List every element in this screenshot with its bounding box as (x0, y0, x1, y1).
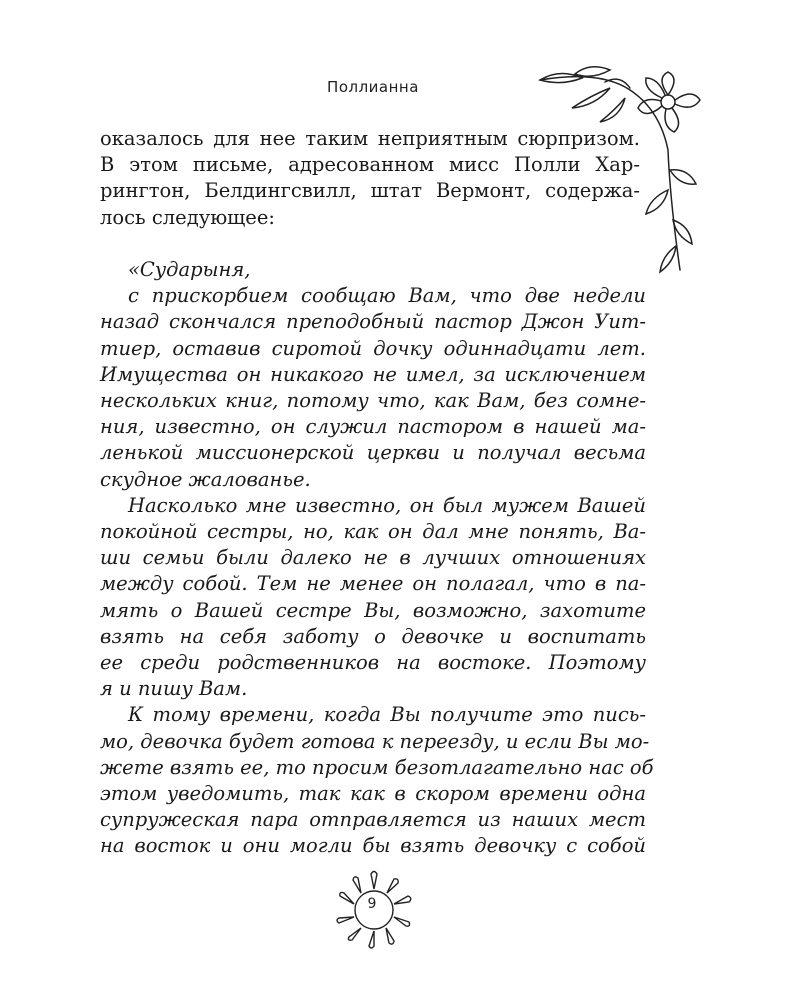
text-line: Имущества он никакого не имел, за исключением (100, 362, 646, 386)
text-line: ленькой миссионерской церкви и получал весьма (100, 441, 646, 465)
text-line: ния, известно, он служил пастором в нашей ма- (100, 415, 646, 439)
text-line: лось следующее: (100, 205, 275, 229)
sun-ornament-icon (318, 862, 430, 962)
text-line: назад скончался преподобный пастор Джон Уит- (100, 310, 646, 334)
running-title: Поллианна (327, 78, 419, 96)
letter-quote (100, 257, 654, 860)
text-line: нескольких книг, потому что, как Вам, без сомне- (100, 389, 646, 413)
text-line: Насколько мне известно, он был мужем Вашей (128, 493, 646, 517)
text-line: ее среди родственников на востоке. Поэтому (100, 651, 646, 675)
page-number: 9 (367, 896, 377, 912)
text-line: ши семьи были далеко не в лучших отношениях (100, 546, 646, 570)
salutation: «Сударыня, (128, 258, 251, 281)
text-line: В этом письме, адресованном мисс Полли Хар- (100, 153, 640, 177)
text-line: тиер, оставив сиротой дочку одиннадцати лет. (100, 336, 646, 360)
text-line: К тому времени, когда Вы получите это пись- (128, 703, 646, 727)
text-line: между собой. Тем не менее он полагал, что в па- (100, 572, 646, 596)
text-line: взять на себя заботу о девочке и воспитать (100, 624, 646, 648)
intro-paragraph (100, 126, 640, 231)
text-line: покойной сестры, но, как он дал мне понять, Ва- (100, 520, 646, 544)
text-line: оказалось для нее таким неприятным сюрпризом. (100, 127, 640, 150)
text-line: с прискорбием сообщаю Вам, что две недели (128, 284, 646, 308)
text-line: жете взять ее, то просим безотлагательно нас об (100, 755, 654, 779)
text-line: супружеская пара отправляется из наших мест (100, 808, 646, 832)
text-line: мять о Вашей сестре Вы, возможно, захотите (100, 598, 646, 622)
text-line: на восток и они могли бы взять девочку с собой (100, 834, 646, 858)
text-line: рингтон, Белдингсвилл, штат Вермонт, содержа- (100, 179, 640, 203)
text-line: я и пишу Вам. (100, 677, 248, 701)
text-line: скудное жалованье. (100, 467, 311, 491)
text-line: этом уведомить, так как в скором времени одна (100, 782, 646, 806)
text-line: мо, девочка будет готова к переезду, и если Вы мо- (100, 729, 650, 753)
